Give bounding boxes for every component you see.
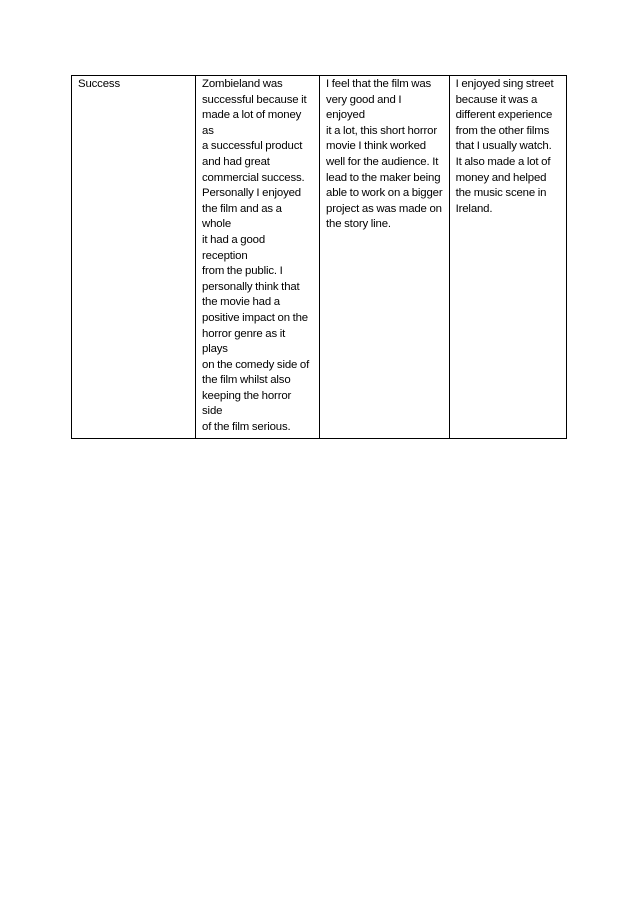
evaluation-table (71, 75, 567, 439)
zombieland-cell (196, 76, 320, 439)
zombieland-text: Zombieland was successful because it made a lot of money as a successful product and had great commercial success. Personally I enjoyed the film and as a whole it had a good reception from the public. I personally think that the movie had a positive impact on the horror genre as it plays on the comedy side of the film whilst also keeping the horror side of the film serious. (202, 78, 310, 434)
table-row-success (72, 76, 567, 439)
short-horror-text: I feel that the film was very good and I enjoyed it a lot, this short horror movie I think worked well for the audience. It lead to the maker being able to work on a bigger project as was made on the story line. (326, 78, 443, 231)
row-label: Success (78, 78, 120, 90)
short-horror-cell (320, 76, 450, 439)
sing-street-cell (449, 76, 566, 439)
sing-street-text: I enjoyed sing street because it was a different experience from the other films that I usually watch. It also made a lot of money and helped the music scene in Ireland. (455, 78, 554, 215)
row-label-cell (72, 76, 196, 439)
